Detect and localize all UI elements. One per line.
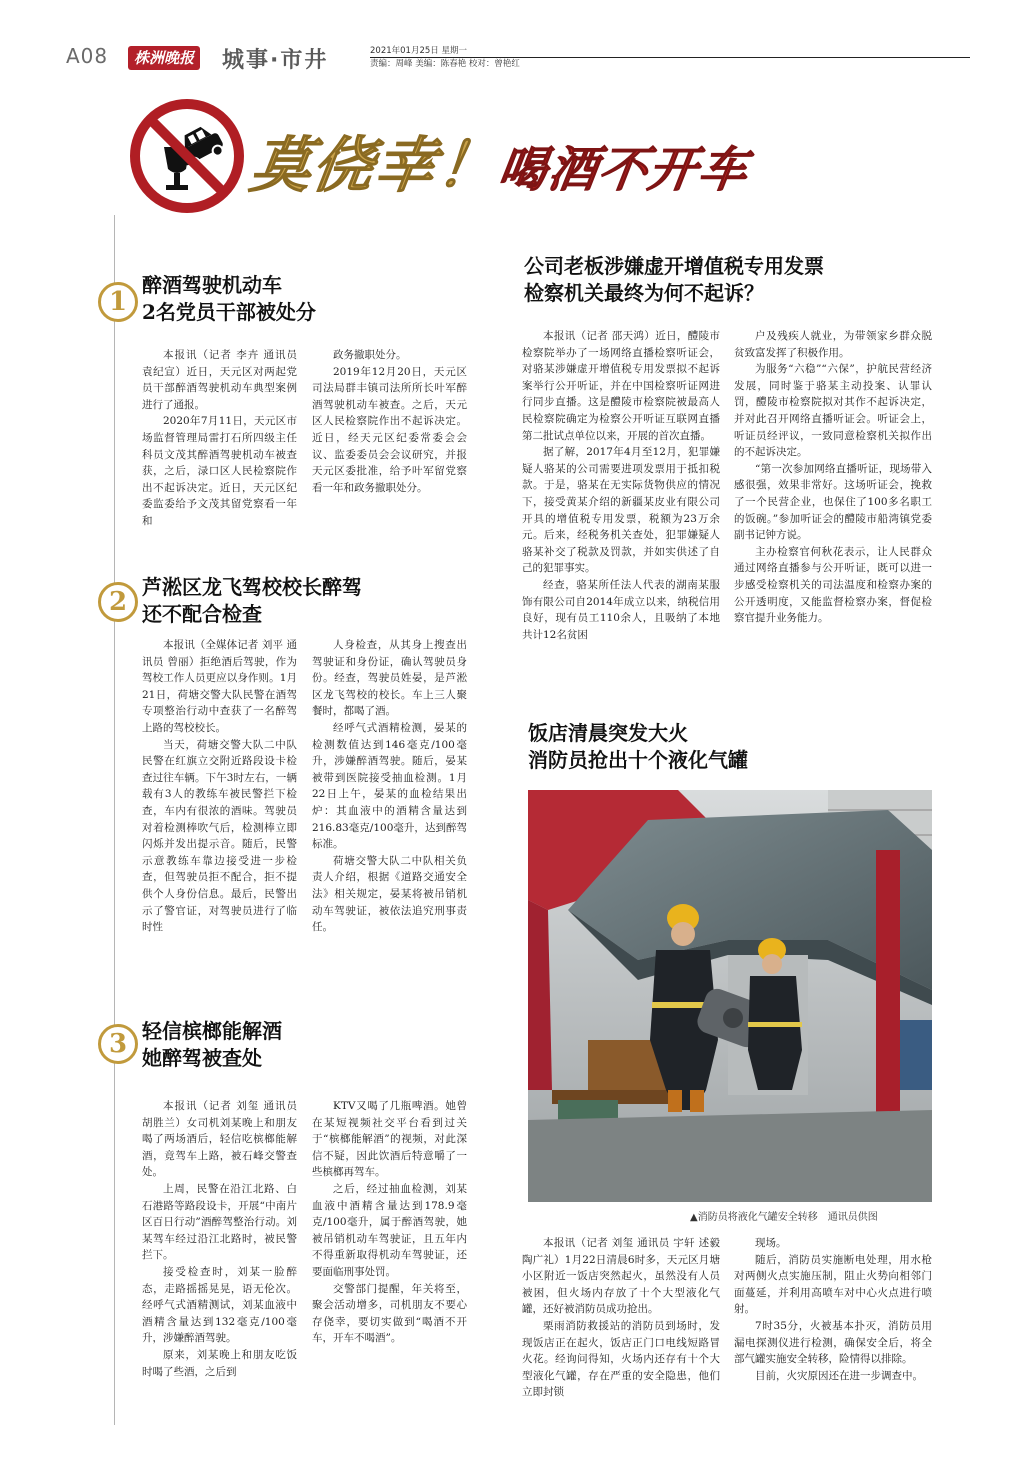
story-5-title-line: 饭店清晨突发大火 (528, 721, 688, 745)
paragraph: 栗雨消防救援站的消防员到场时，发现饭店正在起火，饭店正门口电线短路冒火花。经询问得知，火场内还存有十个大型液化气罐，存在严重的安全隐患，他们立即封锁 (522, 1319, 720, 1399)
issue-meta (370, 46, 520, 70)
no-drunk-driving-sign-icon (128, 97, 246, 215)
paragraph: 上周，民警在沿江北路、白石港路等路段设卡，开展“中南片区百日行动”酒醉驾整治行动。刘某驾车经过沿江北路时，被民警拦下。 (142, 1182, 297, 1262)
paragraph: 之后，经过抽血检测，刘某血液中酒精含量达到178.9毫克/100毫升，属于醉酒驾驶，她被吊销机动车驾驶证，且五年内不得重新取得机动车驾驶证，还要面临刑事处罚。 (312, 1182, 467, 1278)
paragraph: 2019年12月20日，天元区司法局群丰镇司法所所长叶军醉酒驾驶机动车被查。之后，天元区人民检察院作出不起诉决定。近日，经天元区纪委常委会会议、监委委员会会议研究，并报天元区委批准，给予叶军留党察看一年和政务撤职处分。 (312, 365, 467, 494)
story-5-title-line: 消防员抢出十个液化气罐 (528, 748, 748, 772)
story-5-col-2 (734, 1235, 932, 1435)
story-3-title (142, 1018, 282, 1072)
page-number: A08 (66, 44, 109, 68)
paragraph: 政务撤职处分。 (333, 349, 407, 361)
story-3-number: 3 (98, 1024, 138, 1064)
paragraph: “第一次参加网络直播听证，现场带入感很强，效果非常好。这场听证会，挽救了一个民营企业，也保住了100多名职工的饭碗。”参加听证会的醴陵市船湾镇党委副书记钟方说。 (734, 462, 932, 542)
paragraph: 随后，消防员实施断电处理，用水枪对两侧火点实施压制，阻止火势向相邻门面蔓延，并利用高喷车对中心火点进行喷射。 (734, 1253, 932, 1316)
paragraph: 7时35分，火被基本扑灭，消防员用漏电探测仪进行检测，确保安全后，将全部气罐实施安全转移，险情得以排除。 (734, 1319, 932, 1366)
issue-date: 2021年01月25日 星期一 (370, 46, 467, 56)
paragraph: 人身检查，从其身上搜查出驾驶证和身份证，确认驾驶员身份。经查，驾驶员姓晏，是芦淞区龙飞驾校的校长。车上三人聚餐时，都喝了酒。 (312, 639, 467, 718)
paragraph: 本报讯（全媒体记者 刘平 通讯员 曾丽）拒绝酒后驾驶，作为驾校工作人员更应以身作则。1月21日，荷塘交警大队民警在酒驾专项整治行动中查获了一名醉驾上路的驾校校长。 (142, 639, 297, 734)
story-3-col-1 (142, 1098, 297, 1430)
story-4-title (524, 253, 824, 307)
paragraph: 主办检察官何秋花表示，让人民群众通过网络直播参与公开听证，既可以进一步感受检察机关的司法温度和检察办案的公开透明度，又能监督检察办案，督促检察官提升业务能力。 (734, 545, 932, 625)
section-name: 城事·市井 (222, 48, 329, 73)
paragraph: 当天，荷塘交警大队二中队民警在红旗立交附近路段设卡检查过往车辆。下午3时左右，一辆载有3人的教练车被民警拦下检查，车内有很浓的酒味。驾驶员对着检测棒吹气后，检测棒立即闪烁并发出提示音。随后，民警示意教练车靠边接受进一步检查，但驾驶员拒不配合，拒不提供个人身份信息。最后，民警出示了警官证，对驾驶员进行了临时性 (142, 738, 297, 934)
paragraph: 经查，骆某所任法人代表的湖南某服饰有限公司自2014年成立以来，纳税信用良好，现有员工110余人，且吸纳了本地共计12名贫困 (522, 578, 720, 641)
story-4-title-line: 公司老板涉嫌虚开增值税专用发票 (524, 254, 824, 278)
story-1-col-1 (142, 347, 297, 537)
column-divider (114, 215, 115, 1425)
paragraph: 原来，刘某晚上和朋友吃饭时喝了些酒，之后到 (142, 1348, 297, 1378)
paragraph: 2020年7月11日，天元区市场监督管理局雷打石所四级主任科员文茂其醉酒驾驶机动车被查获，之后，渌口区人民检察院作出不起诉决定。近日，天元区纪委监委给予文茂其留党察看一年和 (142, 415, 297, 527)
story-5-title (528, 720, 748, 774)
story-4-col-1 (522, 328, 720, 690)
banner-title-sub: 喝酒不开车 (494, 142, 753, 198)
paragraph: 本报讯（记者 刘玺 通讯员 宇轩 述毅 陶广礼）1月22日清晨6时多，天元区月塘小区附近一饭店突然起火，虽然没有人员被困，但火场内存放了十个大型液化气罐，还好被消防员成功抢出。 (522, 1237, 720, 1316)
photo-caption: ▲消防员将液化气罐安全转移 通讯员供图 (690, 1212, 878, 1223)
paragraph: 本报讯（记者 刘玺 通讯员 胡胜兰）女司机刘某晚上和朋友喝了两场酒后，轻信吃槟榔能解酒，竟驾车上路，被石峰交警查处。 (142, 1100, 297, 1179)
story-3-col-2 (312, 1098, 467, 1430)
story-2-col-2 (312, 637, 467, 979)
paragraph: 为服务“六稳”“六保”，护航民营经济发展，同时鉴于骆某主动投案、认罪认罚，醴陵市检察院拟对其作不起诉决定，并对此召开网络直播听证会。听证会上，听证员经评议，一致同意检察机关拟作出的不起诉决定。 (734, 363, 932, 459)
story-1-number: 1 (98, 282, 138, 322)
paragraph: 荷塘交警大队二中队相关负责人介绍，根据《道路交通安全法》相关规定，晏某将被吊销机动车驾驶证，被依法追究刑事责任。 (312, 854, 467, 934)
paragraph: 目前，火灾原因还在进一步调查中。 (755, 1369, 923, 1382)
story-5-col-1 (522, 1235, 720, 1435)
paragraph: 户及残疾人就业，为带领家乡群众脱贫致富发挥了积极作用。 (734, 330, 932, 359)
paragraph: 本报讯（记者 李卉 通讯员 袁纪宣）近日，天元区对两起党员干部醉酒驾驶机动车典型案例进行了通报。 (142, 349, 297, 411)
paragraph: KTV又喝了几瓶啤酒。她曾在某短视频社交平台看到过关于“槟榔能解酒”的视频，对此深信不疑，因此饮酒后特意嚼了一些槟榔再驾车。 (312, 1100, 467, 1179)
firefighters-photo (528, 790, 932, 1202)
paragraph: 据了解，2017年4月至12月，犯罪嫌疑人骆某的公司需要进项发票用于抵扣税款。于是，骆某在无实际货物供应的情况下，接受黄某介绍的新疆某皮业有限公司开具的增值税专用发票，税额为23万余元。后来，经税务机关查处，犯罪嫌疑人骆某补交了税款及罚款，并如实供述了自己的犯罪事实。 (522, 446, 720, 575)
staff-credits: 责编：周峰 美编：陈春艳 校对：曾艳红 (370, 59, 520, 69)
newspaper-logo: 株洲晚报 (128, 46, 200, 70)
story-2-col-1 (142, 637, 297, 979)
story-2-title (142, 574, 362, 628)
paragraph: 经呼气式酒精检测，晏某的检测数值达到146毫克/100毫升，涉嫌醉酒驾驶。随后，晏某被带到医院接受抽血检测。1月22日上午，晏某的血检结果出炉：其血液中的酒精含量达到216.83毫克/100毫升，达到醉驾标准。 (312, 721, 467, 851)
story-1-title-line: 2名党员干部被处分 (142, 300, 316, 324)
story-3-title-line: 轻信槟榔能解酒 (142, 1019, 282, 1043)
story-2-title-line: 还不配合检查 (142, 602, 262, 626)
story-2-number: 2 (98, 582, 138, 622)
story-4-col-2 (734, 328, 932, 690)
paragraph: 交警部门提醒，年关将至，聚会活动增多，司机朋友不要心存侥幸，要切实做到“喝酒不开车，开车不喝酒”。 (312, 1282, 467, 1345)
story-1-title (142, 272, 316, 326)
story-1-col-2 (312, 347, 467, 537)
paragraph: 现场。 (755, 1237, 787, 1249)
story-3-title-line: 她醉驾被查处 (142, 1046, 262, 1070)
banner-title-main: 莫侥幸！ (246, 131, 505, 201)
story-1-title-line: 醉酒驾驶机动车 (142, 273, 282, 297)
paragraph: 本报讯（记者 邵天鸿）近日，醴陵市检察院举办了一场网络直播检察听证会，对骆某涉嫌虚开增值税专用发票拟不起诉案举行公开听证，并在中国检察听证网进行同步直播。这是醴陵市检察院被最高人民检察院确定为检察公开听证互联网直播第二批试点单位以来，开展的首次直播。 (522, 330, 720, 442)
story-4-title-line: 检察机关最终为何不起诉？ (524, 281, 764, 305)
story-2-title-line: 芦淞区龙飞驾校校长醉驾 (142, 575, 362, 599)
page-header (0, 40, 1033, 80)
paragraph: 接受检查时，刘某一脸醉态，走路摇摇晃晃，语无伦次。经呼气式酒精测试，刘某血液中酒精含量达到132毫克/100毫升，涉嫌醉酒驾驶。 (142, 1265, 297, 1345)
banner-title (246, 118, 756, 204)
header-rule (370, 57, 970, 58)
